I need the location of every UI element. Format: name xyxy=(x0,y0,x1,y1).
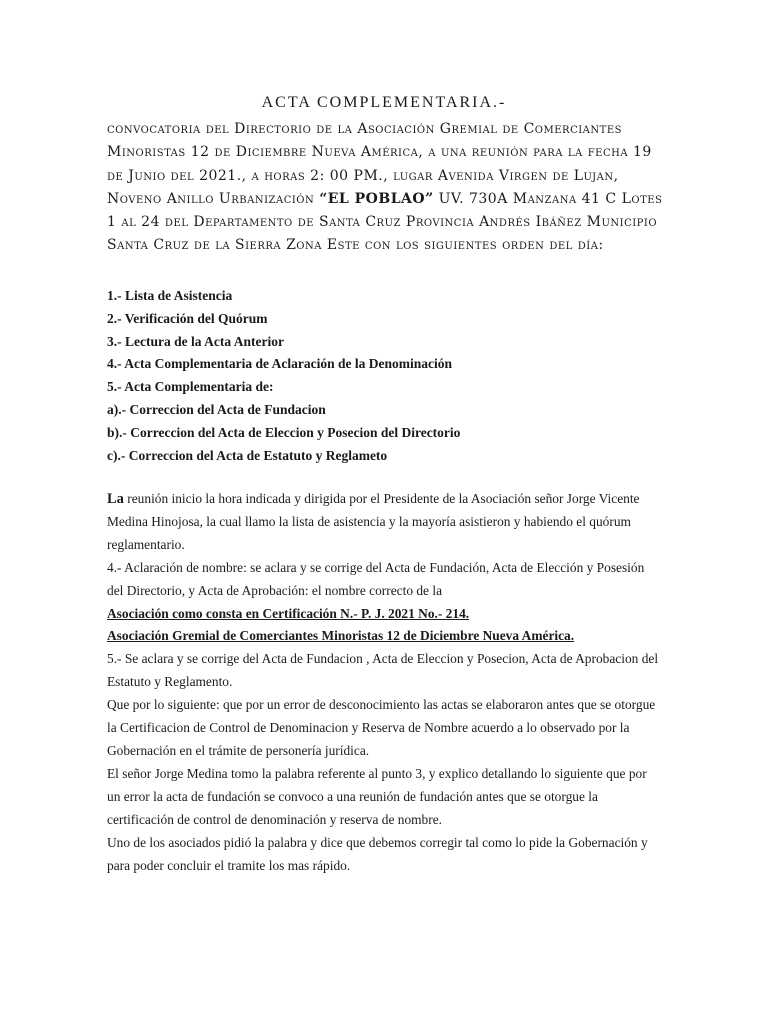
convocation-text-part1: convocatoria del Directorio de la Asociación Gremial de Comerciantes Minoristas 12 de Diciembre Nueva América, a una reunión para la fecha 19 de Junio del 2021., a horas 2: 00 PM., lugar Avenida Virgen de Lujan, Noveno Anillo Urbanización xyxy=(107,121,652,207)
agenda-item: c).- Correccion del Acta de Estatuto y Reglameto xyxy=(107,447,388,463)
neighborhood-name: “EL POBLAO” xyxy=(319,190,434,207)
member-statement-paragraph: Uno de los asociados pidió la palabra y dice que debemos corregir tal como lo pide la Gobernación y para poder concluir el tramite los mas rápido. xyxy=(107,834,648,873)
agenda-item: 3.- Lectura de la Acta Anterior xyxy=(107,333,284,349)
convocation-paragraph xyxy=(107,118,667,258)
name-clarification-paragraph: 4.- Aclaración de nombre: se aclara y se corrige del Acta de Fundación, Acta de Elección y Posesión del Directorio, y Acta de Aprobación: el nombre correcto de la xyxy=(107,559,645,598)
opening-paragraph xyxy=(107,488,663,557)
convocation-text-part2: UV. 730A Manzana 41 C Lotes 1 al 24 del Departamento de Santa Cruz Provincia Andrés Ibáñez Municipio Santa Cruz de la Sierra Zona Este con los siguientes orden del día: xyxy=(107,190,663,254)
agenda-item: 5.- Acta Complementaria de: xyxy=(107,379,274,395)
correction-paragraph: 5.- Se aclara y se corrige del Acta de Fundacion , Acta de Eleccion y Posecion, Acta de Aprobacion del Estatuto y Reglamento. xyxy=(107,651,659,690)
agenda-item: 1.- Lista de Asistencia xyxy=(107,288,233,303)
opening-text: reunión inicio la hora indicada y dirigida por el Presidente de la Asociación señor Jorge Vicente Medina Hinojosa, la cual llamo la lista de asistencia y la mayoría asistieron y habiendo el quórum reglamentario. xyxy=(107,491,640,552)
agenda-item: 2.- Verificación del Quórum xyxy=(107,310,268,326)
association-name-line: Asociación Gremial de Comerciantes Minoristas 12 de Diciembre Nueva América. xyxy=(107,628,575,644)
reason-paragraph: Que por lo siguiente: que por un error de desconocimiento las actas se elaboraron antes que se otorgue la Certificacion de Control de Denominacion y Reserva de Nombre acuerdo a lo observado por la Gobernación en el trámite de personería jurídica. xyxy=(107,697,656,758)
document-title: ACTA COMPLEMENTARIA.- xyxy=(261,94,507,111)
agenda-item: 4.- Acta Complementaria de Aclaración de la Denominación xyxy=(107,356,452,372)
opening-lead-word: La xyxy=(107,491,124,507)
agenda-item: a).- Correccion del Acta de Fundacion xyxy=(107,401,326,417)
agenda-list xyxy=(107,285,667,467)
president-statement-paragraph: El señor Jorge Medina tomo la palabra referente al punto 3, y explico detallando lo siguiente que por un error la acta de fundación se convoco a una reunión de fundación antes que se otorgue la certificación de control de denominación y reserva de nombre. xyxy=(107,765,647,827)
minutes-body xyxy=(107,488,663,877)
agenda-item: b).- Correccion del Acta de Eleccion y Posecion del Directorio xyxy=(107,424,461,440)
certification-line: Asociación como consta en Certificación N.- P. J. 2021 No.- 214. xyxy=(107,605,470,621)
